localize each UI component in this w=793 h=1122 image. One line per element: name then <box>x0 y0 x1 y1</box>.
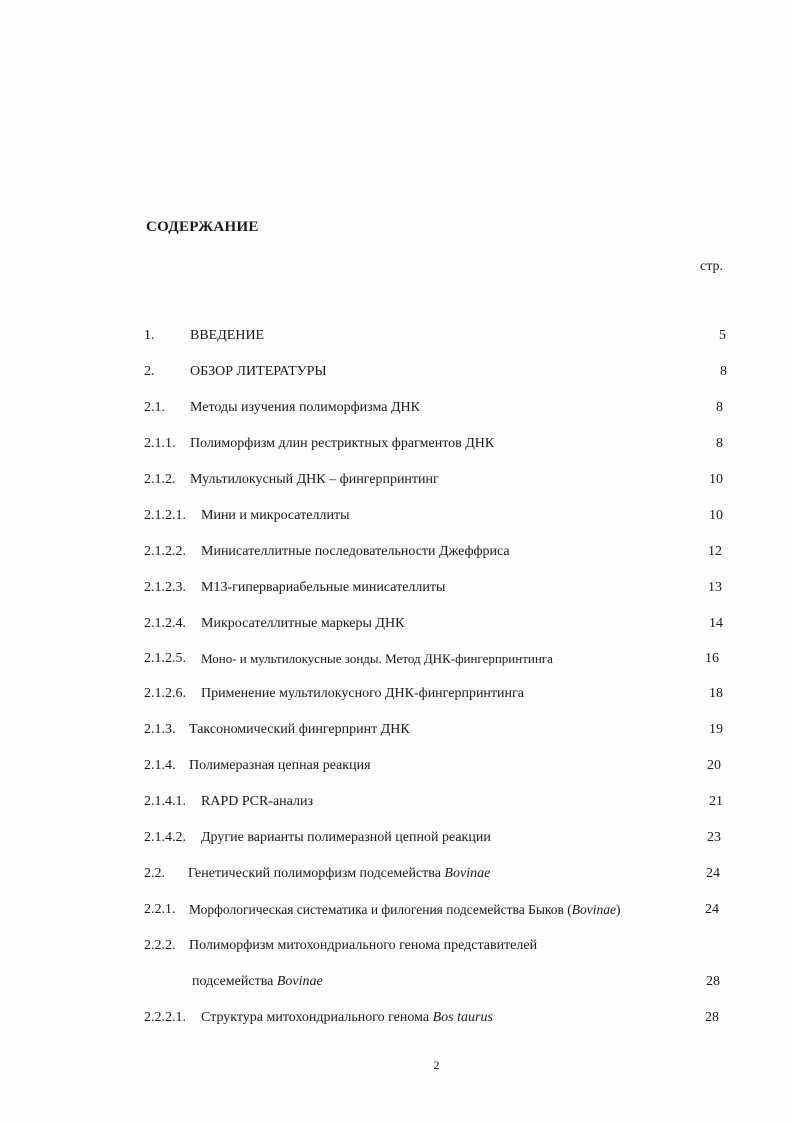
toc-entry <box>0 719 793 741</box>
toc-entry-page: 14 <box>709 616 723 631</box>
toc-entry-title: ВВЕДЕНИЕ <box>190 328 265 343</box>
toc-entry-page: 13 <box>708 580 722 595</box>
toc-entry-page: 19 <box>709 722 723 737</box>
toc-entry-title: Структура митохондриального генома Bos taurus <box>201 1010 493 1025</box>
toc-entry-page: 24 <box>705 902 719 917</box>
toc-entry-title: Применение мультилокусного ДНК-фингерпринтинга <box>201 686 524 701</box>
toc-entry-title: Полиморфизм митохондриального генома представителей <box>189 938 538 953</box>
toc-entry <box>0 361 793 383</box>
toc-entry <box>0 613 793 635</box>
toc-entry-page: 18 <box>709 686 723 701</box>
toc-entry-title: ОБЗОР ЛИТЕРАТУРЫ <box>190 364 327 379</box>
toc-entry-title: Морфологическая систематика и филогения подсемейства Быков (Bovinae) <box>189 902 621 917</box>
toc-entry-title: Генетический полиморфизм подсемейства Bovinae <box>188 866 491 881</box>
toc-entry-title: Минисателлитные последовательности Джеффриса <box>201 544 510 559</box>
toc-entry-continuation <box>0 971 793 993</box>
toc-entry <box>0 899 793 921</box>
toc-entry-title: M13-гипервариабельные минисателлиты <box>201 580 446 595</box>
toc-entry <box>0 827 793 849</box>
toc-entry <box>0 433 793 455</box>
toc-entry-page: 24 <box>706 866 720 881</box>
toc-entry-number: 2.1.1. <box>144 436 176 451</box>
toc-entry-number: 2.1.3. <box>144 722 176 737</box>
toc-entry-title: Мини и микросателлиты <box>201 508 350 523</box>
toc-entry-title: Микросателлитные маркеры ДНК <box>201 616 405 631</box>
toc-entry-number: 2.1.4.2. <box>144 830 186 845</box>
toc-entry <box>0 791 793 813</box>
toc-entry <box>0 755 793 777</box>
toc-entry-number: 2.1.4.1. <box>144 794 186 809</box>
toc-entry-number: 1. <box>144 328 155 343</box>
toc-entry-number: 2.1.2.4. <box>144 616 186 631</box>
toc-entry-number: 2.1.2.6. <box>144 686 186 701</box>
toc-entry-page: 12 <box>708 544 722 559</box>
toc-entry-page: 8 <box>716 400 723 415</box>
toc-entry-title: Мультилокусный ДНК – фингерпринтинг <box>190 472 439 487</box>
toc-entry-number: 2.2.2.1. <box>144 1010 186 1025</box>
toc-entry-number: 2.2.1. <box>144 902 176 917</box>
toc-entry-title: Полиморфизм длин рестриктных фрагментов ДНК <box>190 436 495 451</box>
toc-entry <box>0 469 793 491</box>
toc-entry-page: 28 <box>705 1010 719 1025</box>
toc-entry <box>0 541 793 563</box>
page-title: СОДЕРЖАНИЕ <box>146 219 259 235</box>
toc-entry-title: Другие варианты полимеразной цепной реакции <box>201 830 491 845</box>
toc-entry-number: 2.1. <box>144 400 165 415</box>
toc-entry-number: 2.1.2.3. <box>144 580 186 595</box>
toc-entry-number: 2.1.4. <box>144 758 176 773</box>
toc-entry-number: 2.1.2. <box>144 472 176 487</box>
toc-entry-page: 16 <box>705 651 719 666</box>
toc-entry-number: 2. <box>144 364 155 379</box>
toc-entry-page: 8 <box>716 436 723 451</box>
toc-entry-number: 2.1.2.1. <box>144 508 186 523</box>
toc-entry-title: Моно- и мультилокусные зонды. Метод ДНК-фингерпринтинга <box>201 651 553 666</box>
toc-entry <box>0 505 793 527</box>
page-column-label: стр. <box>700 259 724 274</box>
toc-entry-title: Методы изучения полиморфизма ДНК <box>190 400 420 415</box>
toc-entry-page: 10 <box>709 508 723 523</box>
toc-entry <box>0 683 793 705</box>
page-footer <box>0 1058 793 1073</box>
toc-entry-title: подсемейства Bovinae <box>192 974 323 989</box>
toc-entry <box>0 397 793 419</box>
toc-entry-number: 2.1.2.5. <box>144 651 186 666</box>
toc-entry-page: 20 <box>707 758 721 773</box>
toc-entry-number: 2.2. <box>144 866 165 881</box>
toc-entry-title: RAPD PCR-анализ <box>201 794 314 809</box>
toc-entry-page: 21 <box>709 794 723 809</box>
toc-entry <box>0 1007 793 1029</box>
page-number: 2 <box>433 1058 440 1072</box>
toc-entry-page: 23 <box>707 830 721 845</box>
toc-entry-title: Таксономический фингерпринт ДНК <box>189 722 410 737</box>
toc-entry <box>0 325 793 347</box>
toc-entry <box>0 577 793 599</box>
toc-entry-page: 10 <box>709 472 723 487</box>
toc-entry-number: 2.1.2.2. <box>144 544 186 559</box>
toc-entry-page: 5 <box>719 328 726 343</box>
toc-entry-page: 28 <box>706 974 720 989</box>
toc-entry <box>0 863 793 885</box>
toc-entry-number: 2.2.2. <box>144 938 176 953</box>
toc-entry-page: 8 <box>720 364 727 379</box>
toc-entry-title: Полимеразная цепная реакция <box>189 758 371 773</box>
toc-entry <box>0 935 793 957</box>
toc-entry <box>0 648 793 670</box>
